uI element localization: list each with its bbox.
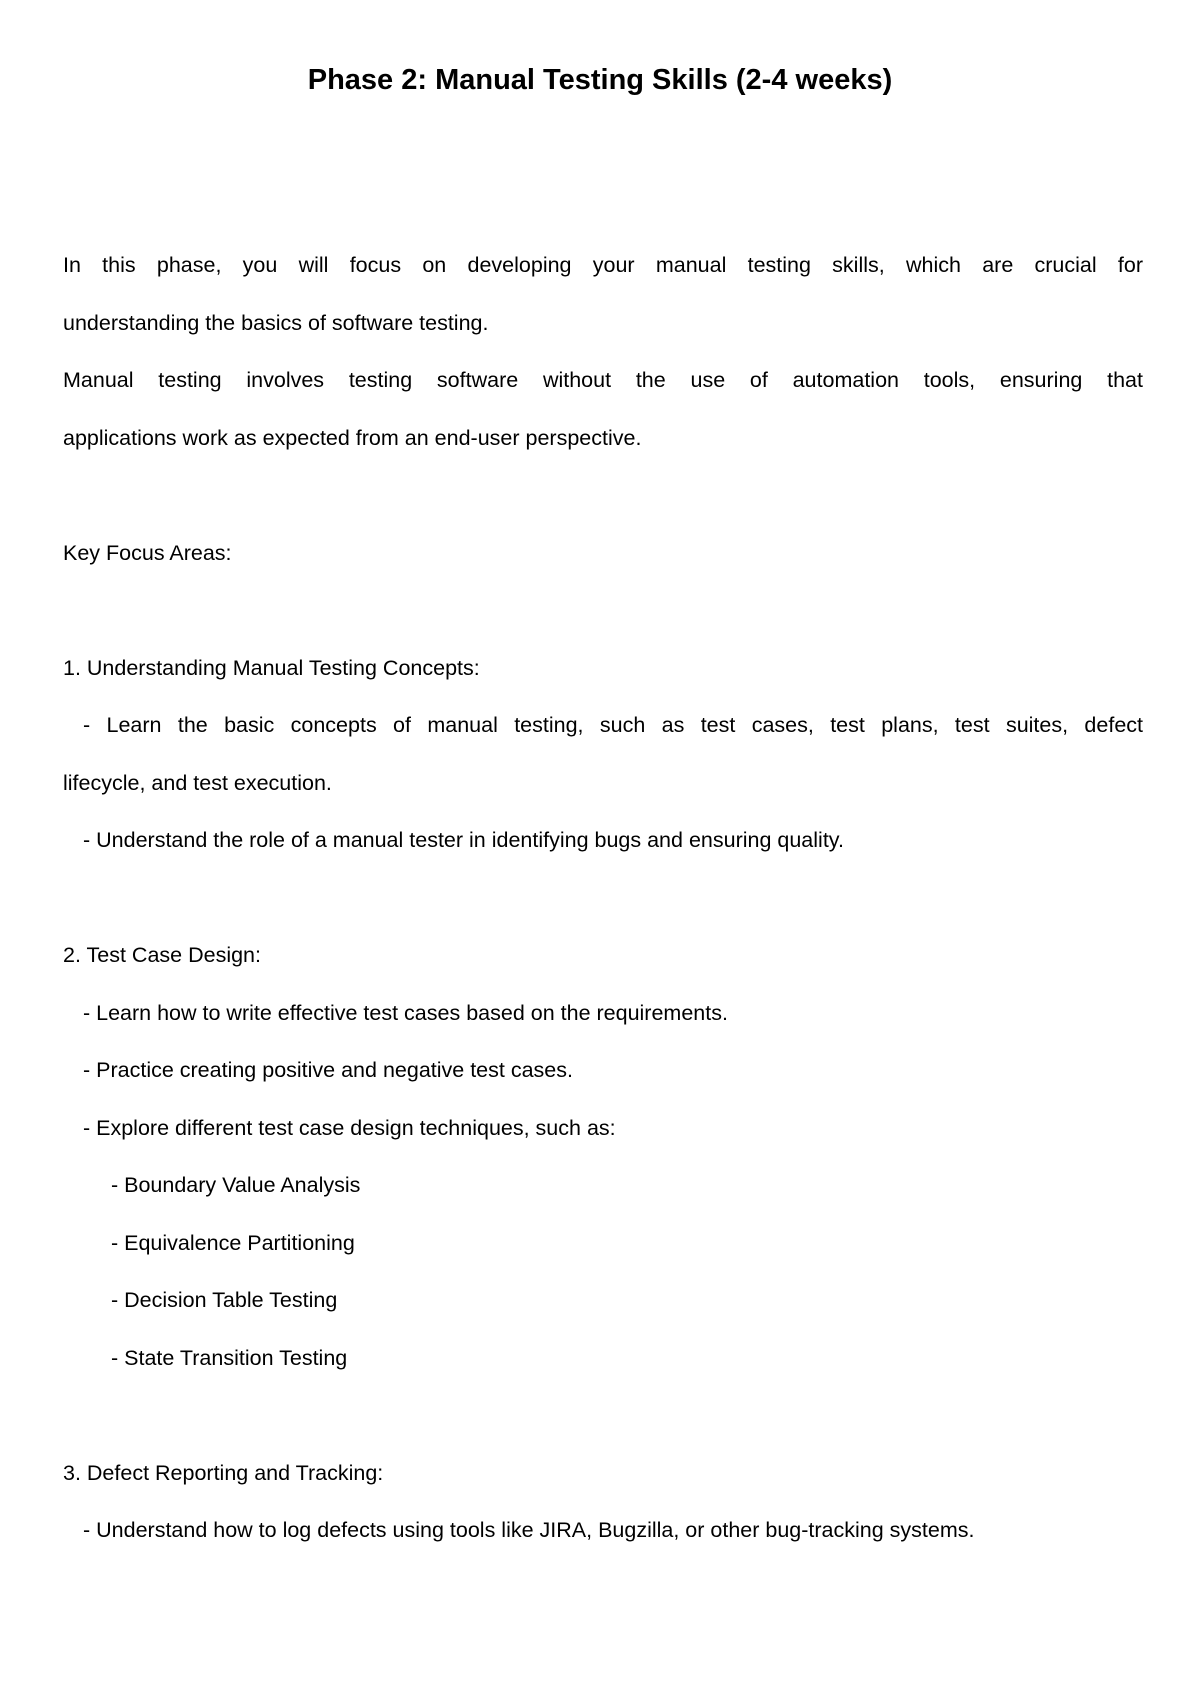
section-2-bullet-2: - Practice creating positive and negative test cases. (83, 1058, 573, 1082)
page-title: Phase 2: Manual Testing Skills (2-4 weeks) (307, 64, 893, 96)
section-2-bullet-3: - Explore different test case design techniques, such as: (83, 1115, 616, 1140)
section-1-bullet-1-line-2: lifecycle, and test execution. (63, 770, 332, 795)
section-3-heading: 3. Defect Reporting and Tracking: (63, 1460, 384, 1485)
key-focus-heading: Key Focus Areas: (63, 540, 232, 565)
spacer (63, 870, 1143, 928)
intro-paragraph-1-line-2: understanding the basics of software testing. (63, 310, 489, 335)
intro-paragraph-1-line-1: In this phase, you will focus on developing your manual testing skills, which are crucial for (63, 253, 1143, 277)
section-2-sub-bullet-1: - Boundary Value Analysis (111, 1173, 361, 1197)
document-body (63, 237, 1143, 1560)
section-2-heading: 2. Test Case Design: (63, 943, 261, 967)
intro-paragraph-2-line-2: applications work as expected from an end-user perspective. (63, 425, 642, 450)
section-1-bullet-2: - Understand the role of a manual tester in identifying bugs and ensuring quality. (83, 828, 844, 852)
section-2-bullet-1: - Learn how to write effective test cases based on the requirements. (83, 1000, 728, 1025)
intro-paragraph-2-line-1: Manual testing involves testing software without the use of automation tools, ensuring that (63, 368, 1143, 392)
section-1-bullet-1-line-1: - Learn the basic concepts of manual testing, such as test cases, test plans, test suites, defect (83, 713, 1143, 737)
spacer (63, 467, 1143, 525)
section-2-sub-bullet-3: - Decision Table Testing (111, 1288, 338, 1312)
section-1-heading: 1. Understanding Manual Testing Concepts: (63, 655, 480, 680)
spacer (63, 1387, 1143, 1445)
section-2-sub-bullet-2: - Equivalence Partitioning (111, 1230, 355, 1255)
section-3-bullet-1: - Understand how to log defects using tools like JIRA, Bugzilla, or other bug-tracking systems. (83, 1518, 975, 1542)
section-2-sub-bullet-4: - State Transition Testing (111, 1345, 348, 1370)
spacer (63, 582, 1143, 640)
